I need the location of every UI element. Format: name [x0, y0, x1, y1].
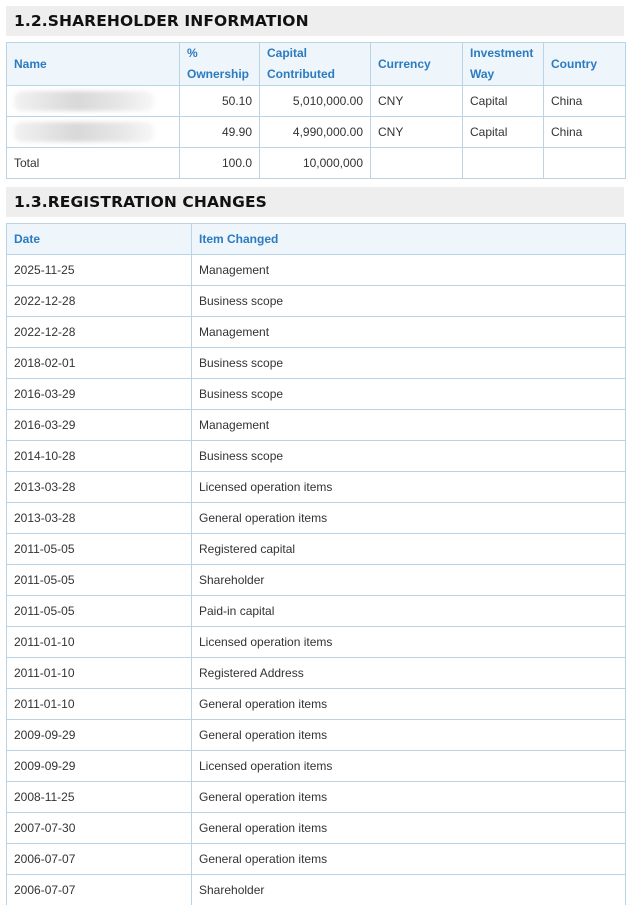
item-changed-cell: General operation items — [192, 844, 626, 875]
change-date-cell: 2006-07-07 — [7, 844, 192, 875]
registration-row — [7, 875, 626, 905]
item-changed-cell: General operation items — [192, 813, 626, 844]
item-changed-cell: General operation items — [192, 782, 626, 813]
col-header-investment-way: Investment Way — [463, 43, 544, 86]
registration-row — [7, 255, 626, 286]
col-header-item-changed: Item Changed — [192, 224, 626, 255]
change-date-cell: 2018-02-01 — [7, 348, 192, 379]
item-changed-cell: Management — [192, 317, 626, 348]
shareholder-row — [7, 117, 626, 148]
redacted-name — [14, 122, 154, 142]
ownership-cell: 49.90 — [180, 117, 260, 148]
registration-row — [7, 565, 626, 596]
change-date-cell: 2025-11-25 — [7, 255, 192, 286]
item-changed-cell: Registered capital — [192, 534, 626, 565]
col-header-currency: Currency — [371, 43, 463, 86]
col-header-name: Name — [7, 43, 180, 86]
item-changed-cell: General operation items — [192, 720, 626, 751]
registration-row — [7, 348, 626, 379]
change-date-cell: 2022-12-28 — [7, 286, 192, 317]
item-changed-cell: General operation items — [192, 503, 626, 534]
total-investment-empty — [463, 148, 544, 179]
item-changed-cell: Management — [192, 255, 626, 286]
item-changed-cell: Shareholder — [192, 565, 626, 596]
change-date-cell: 2011-01-10 — [7, 627, 192, 658]
registration-row — [7, 441, 626, 472]
change-date-cell: 2016-03-29 — [7, 410, 192, 441]
registration-row — [7, 379, 626, 410]
registration-row — [7, 751, 626, 782]
registration-row — [7, 782, 626, 813]
item-changed-cell: General operation items — [192, 689, 626, 720]
change-date-cell: 2009-09-29 — [7, 720, 192, 751]
shareholder-header-row — [7, 43, 626, 86]
change-date-cell: 2013-03-28 — [7, 503, 192, 534]
registration-changes-table — [6, 223, 626, 905]
capital-cell: 5,010,000.00 — [260, 86, 371, 117]
registration-row — [7, 813, 626, 844]
capital-cell: 4,990,000.00 — [260, 117, 371, 148]
item-changed-cell: Paid-in capital — [192, 596, 626, 627]
currency-cell: CNY — [371, 86, 463, 117]
col-header-ownership: % Ownership — [180, 43, 260, 86]
country-cell: China — [544, 86, 626, 117]
registration-row — [7, 472, 626, 503]
item-changed-cell: Licensed operation items — [192, 627, 626, 658]
total-label: Total — [7, 148, 180, 179]
registration-row — [7, 720, 626, 751]
change-date-cell: 2013-03-28 — [7, 472, 192, 503]
change-date-cell: 2011-01-10 — [7, 658, 192, 689]
country-cell: China — [544, 117, 626, 148]
shareholder-table — [6, 42, 626, 179]
change-date-cell: 2011-05-05 — [7, 565, 192, 596]
item-changed-cell: Licensed operation items — [192, 472, 626, 503]
registration-changes-body — [7, 255, 626, 905]
total-currency-empty — [371, 148, 463, 179]
change-date-cell: 2014-10-28 — [7, 441, 192, 472]
registration-row — [7, 317, 626, 348]
item-changed-cell: Business scope — [192, 441, 626, 472]
registration-row — [7, 534, 626, 565]
shareholder-name-cell — [7, 86, 180, 117]
registration-row — [7, 286, 626, 317]
registration-row — [7, 410, 626, 441]
change-date-cell: 2022-12-28 — [7, 317, 192, 348]
item-changed-cell: Business scope — [192, 286, 626, 317]
registration-row — [7, 596, 626, 627]
change-date-cell: 2006-07-07 — [7, 875, 192, 905]
registration-header-row — [7, 224, 626, 255]
total-ownership: 100.0 — [180, 148, 260, 179]
col-header-date: Date — [7, 224, 192, 255]
item-changed-cell: Business scope — [192, 348, 626, 379]
change-date-cell: 2011-05-05 — [7, 534, 192, 565]
change-date-cell: 2016-03-29 — [7, 379, 192, 410]
total-capital: 10,000,000 — [260, 148, 371, 179]
item-changed-cell: Shareholder — [192, 875, 626, 905]
redacted-name — [14, 91, 154, 111]
investment-way-cell: Capital — [463, 117, 544, 148]
change-date-cell: 2007-07-30 — [7, 813, 192, 844]
item-changed-cell: Business scope — [192, 379, 626, 410]
registration-row — [7, 658, 626, 689]
shareholder-total-row — [7, 148, 626, 179]
shareholder-row — [7, 86, 626, 117]
change-date-cell: 2009-09-29 — [7, 751, 192, 782]
currency-cell: CNY — [371, 117, 463, 148]
investment-way-cell: Capital — [463, 86, 544, 117]
change-date-cell: 2011-01-10 — [7, 689, 192, 720]
ownership-cell: 50.10 — [180, 86, 260, 117]
col-header-country: Country — [544, 43, 626, 86]
col-header-capital: Capital Contributed — [260, 43, 371, 86]
registration-section-title: 1.3.REGISTRATION CHANGES — [6, 187, 624, 217]
registration-row — [7, 689, 626, 720]
registration-row — [7, 627, 626, 658]
total-country-empty — [544, 148, 626, 179]
change-date-cell: 2011-05-05 — [7, 596, 192, 627]
item-changed-cell: Registered Address — [192, 658, 626, 689]
registration-row — [7, 844, 626, 875]
shareholder-name-cell — [7, 117, 180, 148]
item-changed-cell: Management — [192, 410, 626, 441]
item-changed-cell: Licensed operation items — [192, 751, 626, 782]
shareholder-section-title: 1.2.SHAREHOLDER INFORMATION — [6, 6, 624, 36]
registration-row — [7, 503, 626, 534]
change-date-cell: 2008-11-25 — [7, 782, 192, 813]
